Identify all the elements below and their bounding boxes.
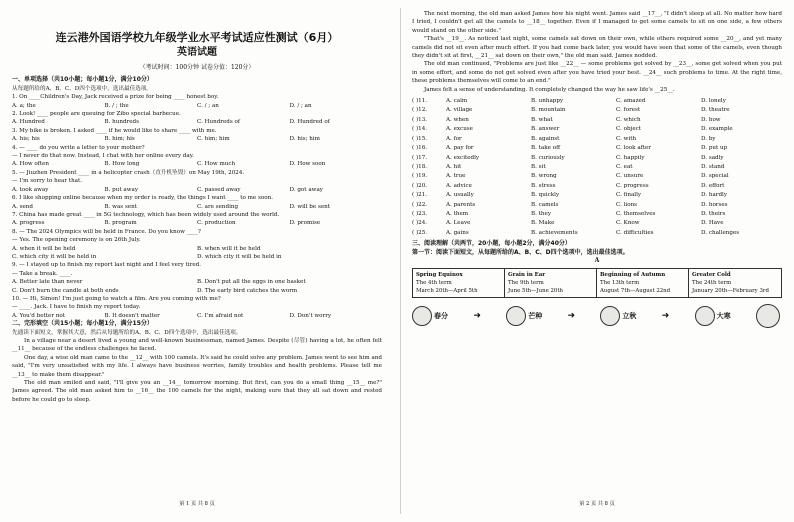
- section2-title: 二、完形填空（共15小题；每小题1分，满分15分）: [12, 320, 153, 328]
- question-4: 4. — ____ do you write a letter to your mother?: [12, 144, 145, 151]
- cloze-number: ( )14.: [412, 126, 428, 133]
- option: B. put away: [104, 186, 138, 193]
- cloze-option: B. stress: [531, 182, 556, 189]
- question-10-options: [12, 312, 382, 320]
- option: A. took away: [12, 186, 49, 193]
- question-5-options: [12, 186, 382, 194]
- badge-label: 芒种: [528, 312, 543, 321]
- question-9-options-ab: [12, 278, 382, 286]
- passage-paragraph: In a village near a desert lived a young and well-known businessman, named James. Despite (尽管) having a lot, he often felt __11__ because of the endless challenges he faced.: [12, 338, 382, 353]
- option: C. passed away: [197, 186, 241, 193]
- question-8-options-ab: [12, 245, 382, 253]
- option: A. when it will be held: [12, 245, 76, 252]
- cloze-number: ( )12.: [412, 107, 428, 114]
- cloze-number: ( )24.: [412, 220, 428, 227]
- option: A. Hundred: [12, 119, 45, 126]
- cloze-option: C. difficulties: [616, 229, 654, 236]
- cloze-option: D. effort: [701, 182, 725, 189]
- cloze-option: B. what: [531, 116, 553, 123]
- solar-terms-table: [412, 268, 782, 298]
- arrow-right-icon: ➜: [661, 311, 670, 322]
- exam-title: 连云港外国语学校九年级学业水平考试适应性测试（6月）: [55, 31, 339, 44]
- question-3-options: [12, 135, 382, 143]
- cloze-number: ( )20.: [412, 182, 428, 189]
- cloze-option: B. curiously: [531, 154, 565, 161]
- question-8: 8. — The 2024 Olympics will be held in France. Do you know ____?: [12, 228, 201, 235]
- term-dates: March 20th—April 5th: [416, 288, 478, 295]
- cloze-option: A. advice: [446, 182, 472, 189]
- solar-term-badge: [412, 306, 448, 326]
- cloze-option: D. stand: [701, 163, 725, 170]
- cloze-number: ( )17.: [412, 154, 428, 161]
- term-number: The 4th term: [416, 280, 452, 287]
- question-4-options: [12, 160, 382, 168]
- question-8-options-cd: [12, 253, 382, 261]
- cloze-number: ( )21.: [412, 192, 428, 199]
- cloze-number: ( )16.: [412, 145, 428, 152]
- term-number: The 9th term: [508, 280, 544, 287]
- option: A. a; the: [12, 102, 36, 109]
- cloze-number: ( )23.: [412, 210, 428, 217]
- option: A. How often: [12, 161, 50, 168]
- cloze-option: B. they: [531, 210, 551, 217]
- arrow-right-icon: ➜: [567, 311, 576, 322]
- cloze-option: D. by: [701, 135, 716, 142]
- option: D. How soon: [289, 161, 326, 168]
- cloze-option: A. calm: [446, 98, 468, 105]
- cloze-number: ( )25.: [412, 229, 428, 236]
- cloze-option: A. them: [446, 210, 469, 217]
- option: C. production: [197, 220, 236, 227]
- question-8-reply: — Yes. The opening ceremony is on 26th July.: [12, 237, 141, 244]
- cloze-number: ( )22.: [412, 201, 428, 208]
- cloze-option: C. look after: [616, 145, 651, 152]
- question-2-options: [12, 118, 382, 126]
- cloze-option: C. themselves: [616, 210, 656, 217]
- option: D. will be sent: [289, 203, 330, 210]
- cloze-option: D. horses: [701, 201, 728, 208]
- right-column: [412, 10, 782, 510]
- solar-term-badge: [695, 306, 731, 326]
- option: D. Don't worry: [289, 312, 332, 319]
- seal-icon: [412, 306, 432, 326]
- badge-label: 春分: [434, 312, 448, 321]
- cloze-option: B. answer: [531, 126, 560, 133]
- option: B. / ; the: [104, 102, 129, 109]
- solar-terms-illustration: [412, 304, 782, 328]
- cloze-option: B. take off: [531, 145, 561, 152]
- question-5-reply: — I'm sorry to hear that.: [12, 178, 83, 185]
- option: A. You'd better not: [12, 312, 66, 319]
- cloze-number: ( )19.: [412, 173, 428, 180]
- option: A. send: [12, 203, 33, 210]
- cloze-number: ( )18.: [412, 163, 428, 170]
- term-dates: June 5th—June 20th: [508, 288, 563, 295]
- term-name: Grain in Ear: [508, 272, 546, 279]
- option: C. I'm afraid not: [197, 312, 244, 319]
- cloze-option: C. which: [616, 116, 641, 123]
- cloze-option: D. challenges: [701, 229, 740, 236]
- badge-label: 立秋: [622, 312, 637, 321]
- question-6: 6. I like shopping online because when my order is ready, the things I want ____ to me soon.: [12, 195, 273, 202]
- question-9: 9. — I stayed up to finish my report last night and I feel very tired.: [12, 262, 201, 269]
- cloze-option: C. lions: [616, 201, 638, 208]
- question-9-options-cd: [12, 287, 382, 295]
- cloze-option: B. unhappy: [531, 98, 564, 105]
- seal-icon: [600, 306, 620, 326]
- cloze-option: D. theirs: [701, 210, 726, 217]
- cloze-option: D. Have: [701, 220, 724, 227]
- option: B. It doesn't matter: [104, 312, 160, 319]
- section1-title: 一、单项选择（共10小题；每小题1分，满分10分）: [12, 76, 153, 84]
- cloze-option: D. example: [701, 126, 733, 133]
- cloze-number: ( )11.: [412, 98, 428, 105]
- option: B. hundreds: [104, 119, 139, 126]
- cloze-option: D. lonely: [701, 98, 726, 105]
- cloze-option: A. Leave: [446, 220, 471, 227]
- question-4-reply: — I never do that now. Instead, I chat with her online every day.: [12, 153, 194, 160]
- cloze-option: A. when: [446, 116, 469, 123]
- option: D. promise: [289, 220, 321, 227]
- solar-term-cell: [505, 269, 597, 297]
- cloze-option: B. sit: [531, 163, 546, 170]
- term-dates: January 20th—February 3rd: [692, 288, 769, 295]
- term-name: Spring Equinox: [416, 272, 463, 279]
- option: B. How long: [104, 161, 140, 168]
- cloze-option: B. camels: [531, 201, 559, 208]
- option: C. Don't burn the candle at both ends: [12, 287, 119, 294]
- option: C. are sending: [197, 203, 239, 210]
- section3-title: 三、阅读理解（共两节，20小题，每小题2分，满分40分）: [412, 240, 571, 248]
- question-6-options: [12, 203, 382, 211]
- question-3: 3. My bike is broken. I asked ____ if he would like to share ____ with me.: [12, 127, 217, 134]
- passage-paragraph: One day, a wise old man came to the __12__ with 100 camels. It's said he could solve any problem. James went to see him and said, "I'm very unsatisfied with my life. I always have business worries, family troubles and health problems. Please tell me __13__ to make them disappear.": [12, 354, 382, 378]
- cloze-number: ( )15.: [412, 135, 428, 142]
- option: D. his; him: [289, 136, 320, 143]
- cloze-option: D. special: [701, 173, 729, 180]
- option: B. Don't put all the eggs in one basket: [197, 279, 306, 286]
- logo-icon: [756, 304, 780, 328]
- cloze-option: C. finally: [616, 192, 642, 199]
- option: D. got away: [289, 186, 323, 193]
- cloze-number: ( )13.: [412, 116, 428, 123]
- cloze-options-grid: [412, 97, 782, 237]
- seal-icon: [506, 306, 526, 326]
- option: B. him; his: [104, 136, 135, 143]
- term-name: Beginning of Autumn: [600, 272, 666, 279]
- exam-subtitle: 英语试题: [177, 47, 217, 58]
- option: D. Hundred of: [289, 119, 330, 126]
- passage-paragraph: The old man continued, "Problems are just like __22__ — some problems get solved by __23__, some get solved when you put in some effort, and some do not get solved even after you have tried your best. __24__ such problems to time. At the right time, these problems themselves will come to an end.": [412, 61, 782, 85]
- question-5: 5. — Jiuzhen President ____ in a helicopter crash（直升机坠毁）on May 19th, 2024.: [12, 169, 245, 176]
- option: C. him; him: [197, 136, 230, 143]
- cloze-option: D. put up: [701, 145, 728, 152]
- term-name: Greater Cold: [692, 272, 731, 279]
- passage-paragraph: The old man smiled and said, "I'll give you an __14__ tomorrow morning. But first, can you do a small thing __15__ me?" James agreed. The old man asked him to __16__ the 100 camels for the night, making sure that they all sat down and rested before he could go to sleep.: [12, 380, 382, 403]
- solar-term-badge: [600, 306, 636, 326]
- cloze-option: A. hit: [446, 163, 462, 170]
- cloze-option: B. quickly: [531, 192, 560, 199]
- solar-term-cell: [689, 269, 781, 297]
- option: D. which city it will be held in: [197, 253, 282, 260]
- passage-label-a: A: [594, 256, 600, 264]
- cloze-option: B. against: [531, 135, 560, 142]
- passage-paragraph: James felt a sense of understanding. It completely changed the way he saw life's __25__.: [424, 86, 675, 93]
- badge-label: 大寒: [716, 312, 731, 321]
- passage-paragraph: "That's __19__. As noticed last night, some camels sat down on their own, while others required some __20__, and yet many camels did not sit even after much effort. If you had come back later, you would have seen that some of the camels, even though they didn't sit at first, __21__ sat down on their own," the old man said. James nodded.: [412, 36, 782, 60]
- cloze-option: A. for: [446, 135, 462, 142]
- cloze-option: C. amazed: [616, 98, 646, 105]
- cloze-option: A. parents: [446, 201, 476, 208]
- solar-term-badge: [506, 306, 542, 326]
- question-7-options: [12, 219, 382, 227]
- question-10: 10. — Hi, Simon! I'm just going to watch a film. Are you coming with me?: [12, 295, 221, 302]
- cloze-option: B. Make: [531, 220, 555, 227]
- option: A. progress: [12, 220, 45, 227]
- seal-icon: [695, 306, 715, 326]
- solar-term-cell: [413, 269, 505, 297]
- option: C. which city it will be held in: [12, 253, 97, 260]
- option: A. his; his: [12, 136, 40, 143]
- section2-note: 先通读下面短文，掌握其大意，然后从每题所给的A、B、C、D四个选项中，选出最佳选项。: [12, 329, 242, 336]
- term-dates: August 7th—August 22nd: [600, 288, 671, 295]
- option: B. program: [104, 220, 137, 227]
- cloze-option: A. pay for: [446, 145, 474, 152]
- page-divider: [400, 8, 401, 514]
- section1-note: 从每题所给的A、B、C、D四个选项中，选出最佳选项。: [12, 85, 152, 92]
- option: C. How much: [197, 161, 236, 168]
- cloze-option: A. village: [446, 107, 473, 114]
- cloze-option: D. hardly: [701, 192, 727, 199]
- exam-meta: （考试时间：100分钟 试卷分值：120分）: [139, 64, 255, 71]
- option: B. was sent: [104, 203, 137, 210]
- cloze-option: C. progress: [616, 182, 649, 189]
- cloze-option: A. excuse: [446, 126, 473, 133]
- question-9-reply: — Take a break. ____.: [12, 270, 73, 277]
- cloze-option: A. true: [446, 173, 466, 180]
- solar-term-cell: [597, 269, 689, 297]
- option: D. The early bird catches the worm: [197, 287, 298, 294]
- option: C. / ; an: [197, 102, 219, 109]
- page-number: 第 1 页 共 8 页: [179, 500, 215, 507]
- cloze-option: C. eat: [616, 163, 633, 170]
- question-2: 2. Look! ____ people are queuing for Zibo special barbecue.: [12, 111, 181, 118]
- left-column: [12, 10, 382, 510]
- cloze-option: C. unsure: [616, 173, 644, 180]
- section3-part1: 第一节：阅读下面短文，从每题所给的A、B、C、D四个选项中，选出最佳选项。: [412, 248, 629, 256]
- option: D. / ; an: [289, 102, 312, 109]
- question-1-options: [12, 102, 382, 110]
- question-10-reply: — ____. Jack. I have to finish my report today.: [12, 304, 141, 311]
- question-7: 7. China has made great ____ in 5G technology, which has been widely used around the world.: [12, 211, 280, 218]
- passage-paragraph: The next morning, the old man asked James how his night went. James said __17__, "I didn't sleep at all. No matter how hard I tried, I couldn't get all the camels to __18__ together. Even if I managed to get some camels to sit on one side, a few others would stand on the other side.": [412, 11, 782, 34]
- cloze-option: B. mountain: [531, 107, 566, 114]
- question-1: 1. On ____Children's Day, Jack received a prize for being ____ honest boy.: [12, 94, 219, 101]
- cloze-option: C. forest: [616, 107, 641, 114]
- cloze-option: D. theatre: [701, 107, 730, 114]
- term-number: The 24th term: [692, 280, 732, 287]
- cloze-option: C. with: [616, 135, 637, 142]
- option: B. when will it be held: [197, 245, 261, 252]
- cloze-option: C. happily: [616, 154, 645, 161]
- cloze-option: A. usually: [446, 192, 474, 199]
- page-number: 第 2 页 共 8 页: [579, 500, 615, 507]
- cloze-option: C. object: [616, 126, 642, 133]
- cloze-option: A. excitedly: [446, 154, 480, 161]
- option: C. Hundreds of: [197, 119, 240, 126]
- cloze-option: A. gains: [446, 229, 469, 236]
- cloze-option: C. Know: [616, 220, 640, 227]
- cloze-option: D. how: [701, 116, 721, 123]
- arrow-right-icon: ➜: [473, 311, 481, 322]
- term-number: The 13th term: [600, 280, 640, 287]
- cloze-option: D. sadly: [701, 154, 724, 161]
- option: A. Better late than never: [12, 279, 83, 286]
- cloze-option: B. wrong: [531, 173, 557, 180]
- cloze-option: B. achievements: [531, 229, 578, 236]
